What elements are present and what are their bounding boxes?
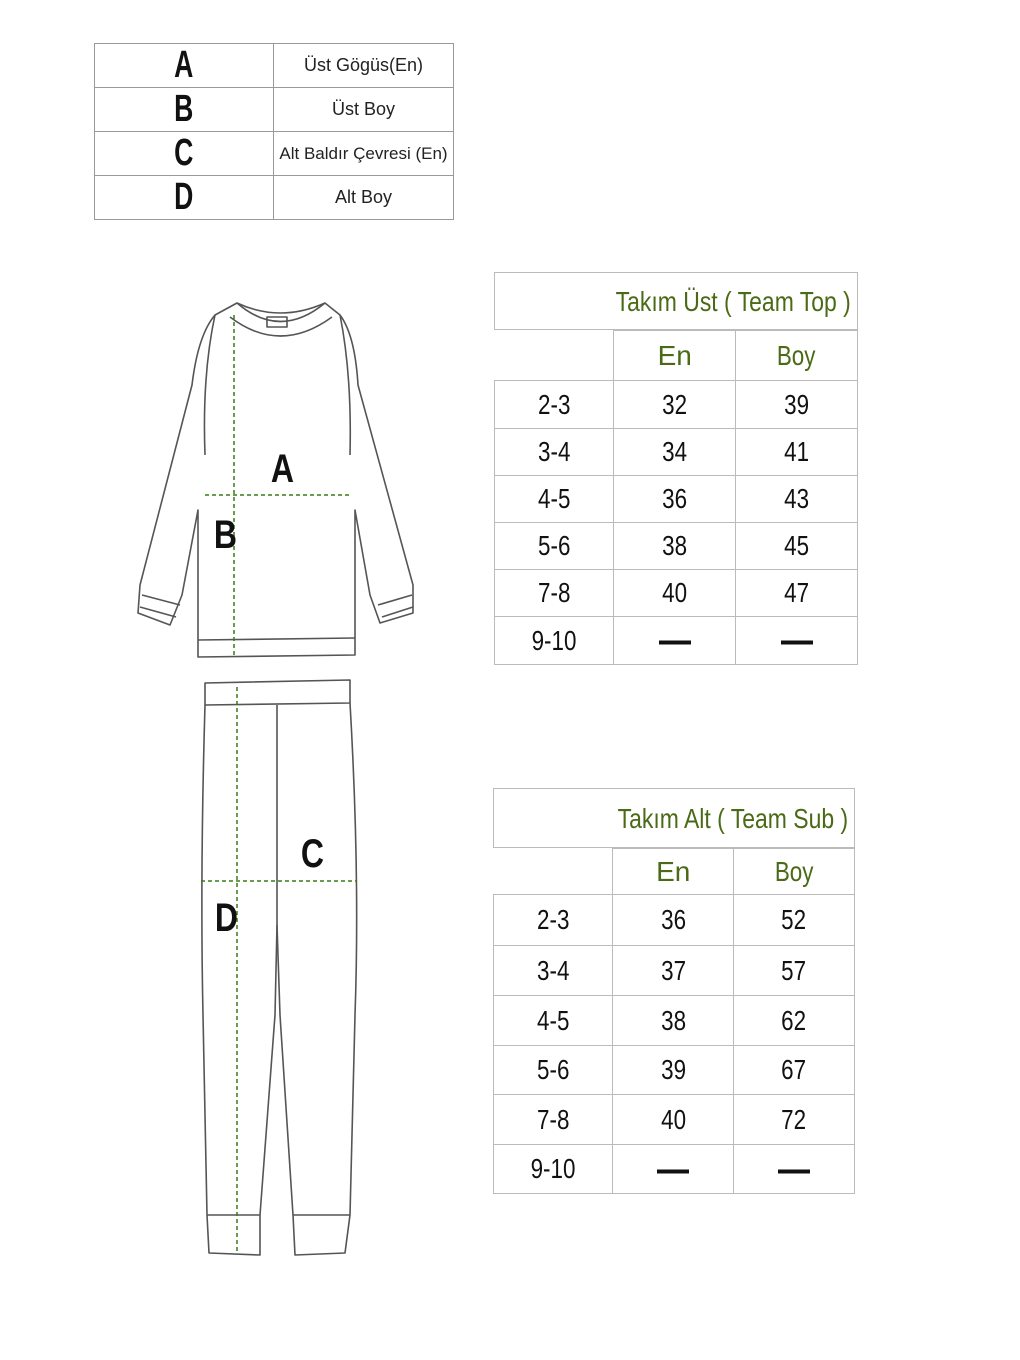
legend-description: Üst Gögüs(En) [274, 44, 454, 88]
en-cell: 37 [613, 946, 734, 996]
bottom-size-table [493, 848, 855, 1194]
table-row [495, 381, 858, 429]
legend-description: Alt Boy [274, 176, 454, 220]
size-cell: 5-6 [495, 523, 614, 570]
en-cell: — [613, 1145, 734, 1194]
size-cell: 7-8 [495, 570, 614, 617]
size-cell: 3-4 [495, 429, 614, 476]
table-row [494, 1046, 855, 1095]
size-cell: 9-10 [495, 617, 614, 665]
header-boy: Boy [736, 331, 858, 381]
boy-cell: 52 [734, 895, 855, 946]
en-cell: — [614, 617, 736, 665]
header-empty-cell [495, 331, 614, 381]
en-cell: 36 [613, 895, 734, 946]
legend-description: Alt Baldır Çevresi (En) [274, 132, 454, 176]
boy-cell: 62 [734, 996, 855, 1046]
table-row [495, 523, 858, 570]
en-cell: 39 [613, 1046, 734, 1095]
legend-row [95, 176, 454, 220]
size-cell: 4-5 [494, 996, 613, 1046]
mark-b: B [213, 513, 238, 557]
table-row [494, 895, 855, 946]
en-cell: 40 [614, 570, 736, 617]
top-size-table [494, 330, 858, 665]
boy-cell: 57 [734, 946, 855, 996]
table-row [494, 1145, 855, 1194]
en-cell: 38 [614, 523, 736, 570]
legend-row [95, 88, 454, 132]
size-cell: 2-3 [495, 381, 614, 429]
table-row [494, 946, 855, 996]
header-empty-cell [494, 849, 613, 895]
en-cell: 38 [613, 996, 734, 1046]
legend-letter: C [95, 132, 274, 176]
table-row [495, 570, 858, 617]
en-cell: 34 [614, 429, 736, 476]
table-row [494, 996, 855, 1046]
pants-diagram [195, 675, 375, 1265]
size-cell: 3-4 [494, 946, 613, 996]
size-cell: 9-10 [494, 1145, 613, 1194]
boy-cell: 43 [736, 476, 858, 523]
en-cell: 32 [614, 381, 736, 429]
boy-cell: 41 [736, 429, 858, 476]
size-cell: 4-5 [495, 476, 614, 523]
size-cell: 2-3 [494, 895, 613, 946]
legend-letter: D [95, 176, 274, 220]
boy-cell: 72 [734, 1095, 855, 1145]
mark-c: C [300, 832, 325, 876]
mark-d: D [214, 896, 239, 940]
header-en: En [613, 849, 734, 895]
bottom-table-title: Takım Alt ( Team Sub ) [493, 788, 855, 848]
table-row [495, 429, 858, 476]
legend-description: Üst Boy [274, 88, 454, 132]
boy-cell: 67 [734, 1046, 855, 1095]
boy-cell: 47 [736, 570, 858, 617]
top-table-title: Takım Üst ( Team Top ) [494, 272, 858, 330]
header-boy: Boy [734, 849, 855, 895]
mark-a: A [270, 447, 295, 491]
legend-letter: A [95, 44, 274, 88]
measurement-legend [94, 43, 454, 220]
boy-cell: 45 [736, 523, 858, 570]
table-row [494, 1095, 855, 1145]
size-cell: 7-8 [494, 1095, 613, 1145]
table-row [495, 476, 858, 523]
legend-letter: B [95, 88, 274, 132]
table-row [495, 617, 858, 665]
legend-row [95, 132, 454, 176]
en-cell: 36 [614, 476, 736, 523]
boy-cell: 39 [736, 381, 858, 429]
table-header-row [495, 331, 858, 381]
boy-cell: — [734, 1145, 855, 1194]
legend-row [95, 44, 454, 88]
header-en: En [614, 331, 736, 381]
size-cell: 5-6 [494, 1046, 613, 1095]
table-header-row [494, 849, 855, 895]
en-cell: 40 [613, 1095, 734, 1145]
boy-cell: — [736, 617, 858, 665]
